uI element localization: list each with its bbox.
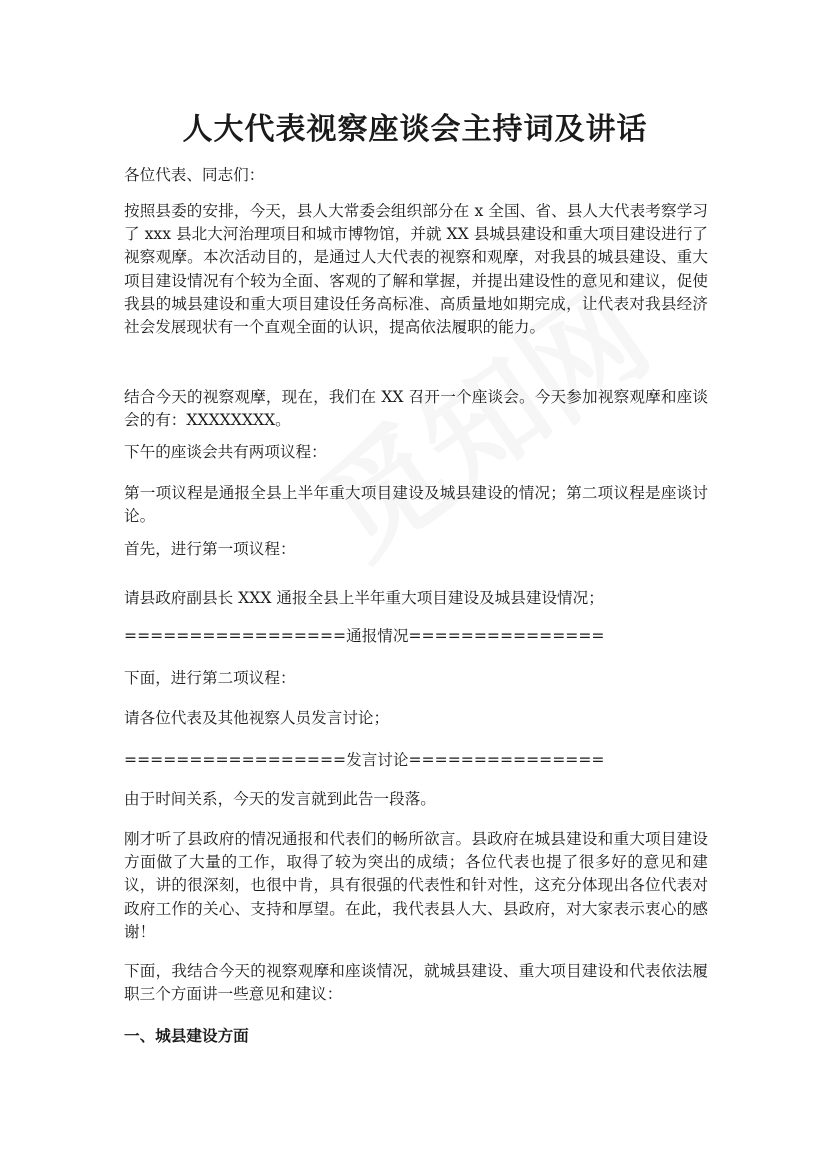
paragraph-close-discussion: 由于时间关系，今天的发言就到此告一段落。 [124, 790, 436, 808]
greeting: 各位代表、同志们： [124, 166, 265, 184]
paragraph-agenda-intro: 下午的座谈会共有两项议程： [124, 443, 327, 461]
paragraph-agenda: 第一项议程是通报全县上半年重大项目建设及城县建设的情况；第二项议程是座谈讨论。 [124, 484, 708, 526]
paragraph-intro: 按照县委的安排，今天，县人大常委会组织部分在 x 全国、省、县人大代表考察学习了 xxx 县北大河治理项目和城市博物馆，并就 XX 县城县建设和重大项目建设进行了视察观摩。本次活动目的，是通过人大代表的视察和观摩，对我县的城县建设、重大项目建设情况有个较为全面、客观的了解和掌握，并提出建设性的意见和建议，促使我县的城县建设和重大项目建设任务高标准、高质量地如期完成，让代表对我县经济社会发展现状有一个直观全面的认识，提高依法履职的能力。 [124, 202, 708, 337]
paragraph-first-item: 首先，进行第一项议程： [124, 540, 296, 558]
paragraph-second-item: 下面，进行第二项议程： [124, 669, 296, 687]
section-heading: 一、城县建设方面 [124, 1027, 249, 1045]
paragraph-suggestions: 下面，我结合今天的视察观摩和座谈情况，就城县建设、重大项目建设和代表依法履职三个方面讲一些意见和建议： [124, 962, 708, 1004]
document-title: 人大代表视察座谈会主持词及讲话 [182, 112, 648, 147]
separator-discussion: =================发言讨论=============== [124, 751, 605, 769]
separator-report: =================通报情况=============== [124, 627, 605, 645]
paragraph-report-request: 请县政府副县长 XXX 通报全县上半年重大项目建设及城县建设情况； [124, 589, 604, 607]
paragraph-thanks: 刚才听了县政府的情况通报和代表们的畅所欲言。县政府在城县建设和重大项目建设方面做了大量的工作，取得了较为突出的成绩；各位代表也提了很多好的意见和建议，讲的很深刻，也很中肯，具有很强的代表性和针对性，这充分体现出各位代表对政府工作的关心、支持和厚望。在此，我代表县人大、县政府，对大家表示衷心的感谢！ [124, 830, 708, 941]
paragraph-discussion-request: 请各位代表及其他视察人员发言讨论； [124, 709, 390, 727]
paragraph-meeting: 结合今天的视察观摩，现在，我们在 XX 召开一个座谈会。今天参加视察观摩和座谈会的有：XXXXXXXX。 [124, 388, 708, 430]
